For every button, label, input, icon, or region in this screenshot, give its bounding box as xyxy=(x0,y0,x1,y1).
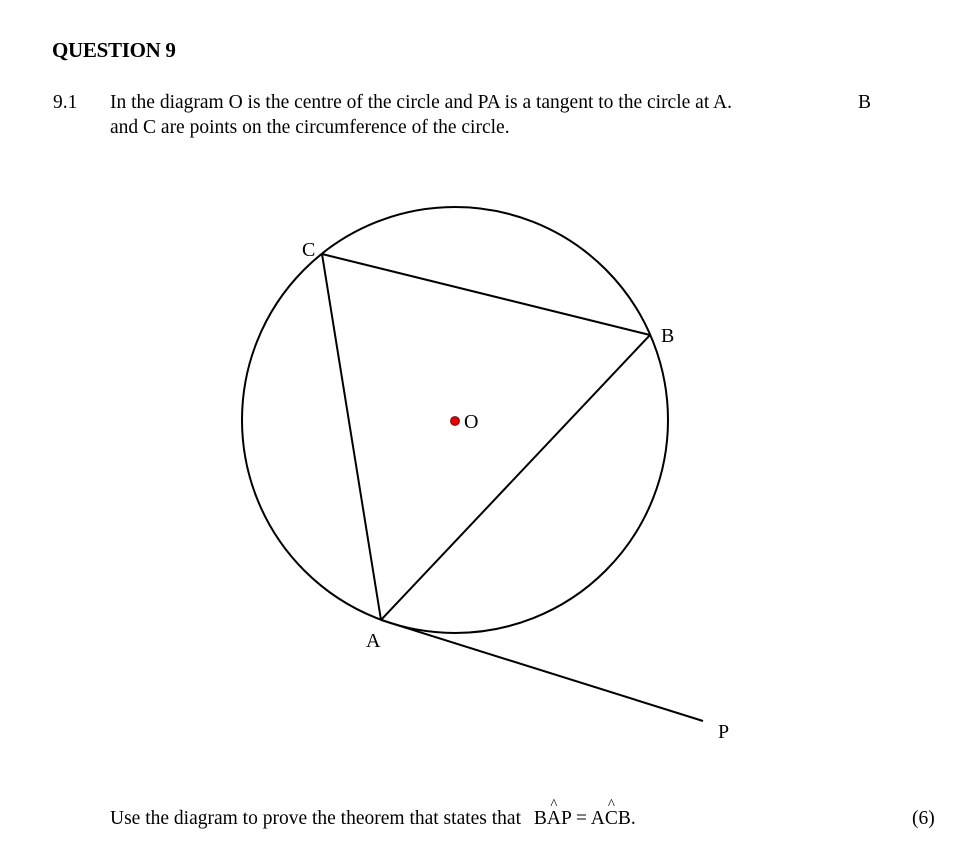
eq-rhs-hat: ^ C xyxy=(605,808,618,830)
theorem-equation xyxy=(534,808,636,829)
eq-lhs-last: P xyxy=(560,808,572,829)
eq-equals: = xyxy=(571,808,591,829)
label-b: B xyxy=(661,325,675,347)
label-o: O xyxy=(464,411,479,433)
marks-allocation: (6) xyxy=(912,808,935,829)
chord-cb xyxy=(322,254,650,335)
question-stem-line-1: In the diagram O is the centre of the circle and PA is a tangent to the circle at A. xyxy=(110,92,732,113)
centre-point-dot xyxy=(451,417,460,426)
eq-lhs-hat: ^ A xyxy=(547,808,561,830)
eq-rhs-first: A xyxy=(590,808,605,829)
label-a: A xyxy=(366,630,381,652)
question-number: 9.1 xyxy=(53,92,78,113)
tangent-ap xyxy=(381,620,703,721)
instruction-text: Use the diagram to prove the theorem that states that xyxy=(110,808,526,829)
chord-ca xyxy=(322,254,381,620)
proof-instruction xyxy=(110,808,636,830)
eq-rhs-last: B xyxy=(617,808,631,829)
eq-lhs-first: B xyxy=(533,808,547,829)
question-stem-trailing: B xyxy=(858,92,872,113)
chord-ab xyxy=(381,335,650,620)
question-heading: QUESTION 9 xyxy=(52,38,176,62)
eq-end: . xyxy=(630,808,636,829)
label-c: C xyxy=(302,239,316,261)
question-stem-line-2: and C are points on the circumference of the circle. xyxy=(110,117,510,138)
label-p: P xyxy=(718,721,730,743)
